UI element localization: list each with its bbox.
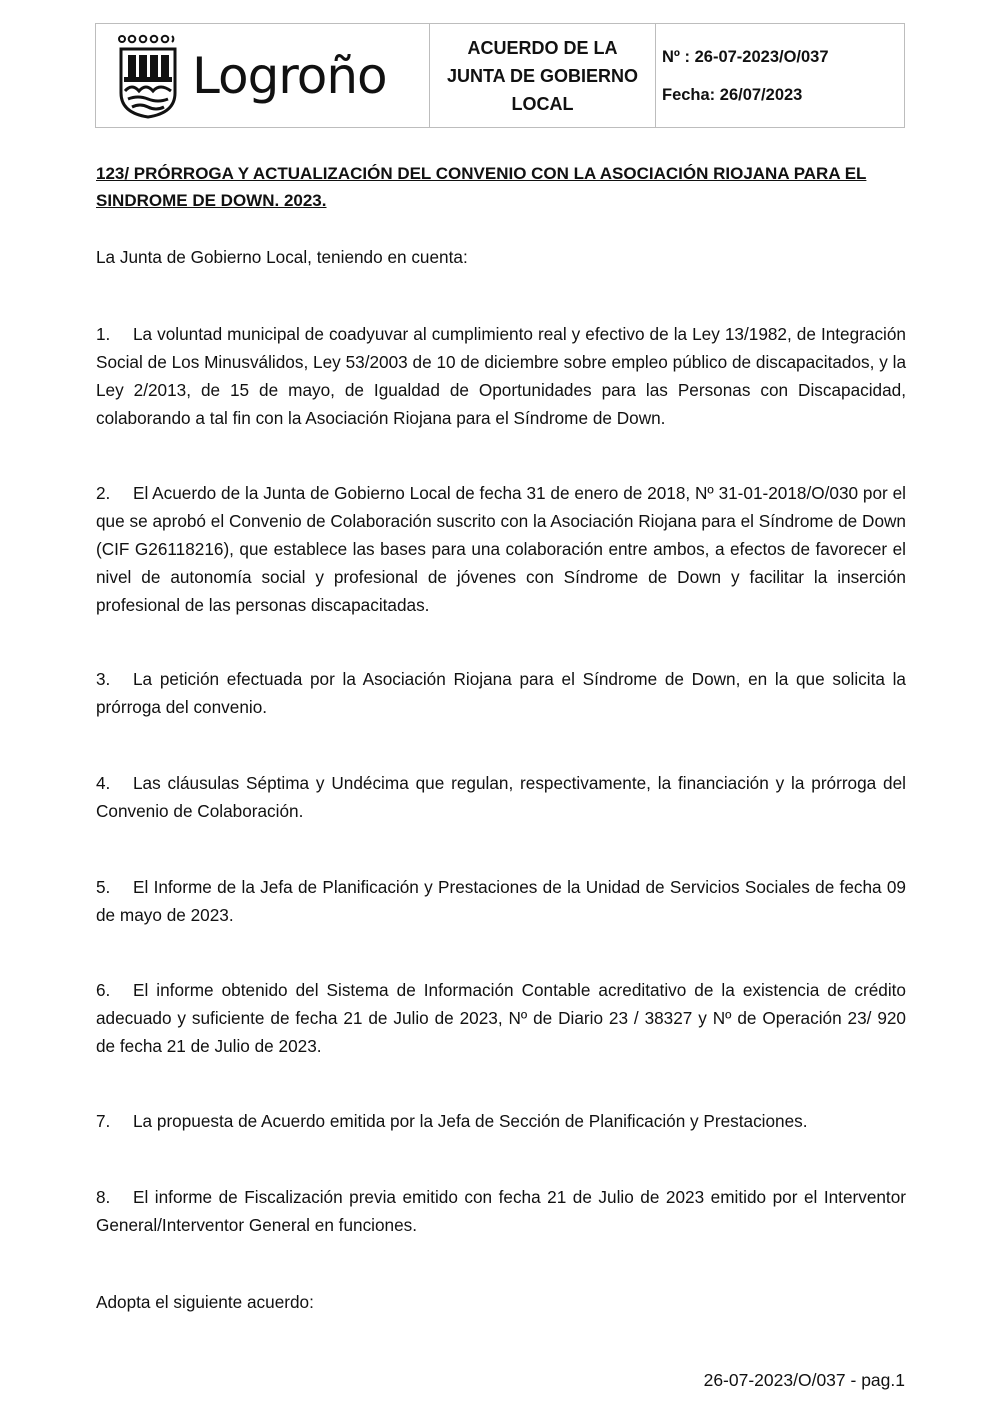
item-number: 4. — [96, 773, 111, 793]
item-number: 6. — [96, 980, 111, 1000]
item-text: La voluntad municipal de coadyuvar al cumplimiento real y efectivo de la Ley 13/1982, de Integración Social de Los Minusválidos, Ley 53/2003 de 10 de diciembre sobre empleo público de discapacitados, y la Ley 2/2013, de 15 de mayo, de Igualdad de Oportunidades para las Personas con Discapacidad, colaborando a tal fin con la Asociación Riojana para el Síndrome de Down. — [96, 324, 906, 428]
list-item — [96, 1183, 906, 1239]
page-footer: 26-07-2023/O/037 - pag.1 — [703, 1370, 905, 1390]
document-type: ACUERDO DE LA JUNTA DE GOBIERNO LOCAL — [430, 24, 656, 127]
item-number: 1. — [96, 324, 111, 344]
item-number: 3. — [96, 669, 111, 689]
logo — [96, 24, 430, 127]
item-text: Las cláusulas Séptima y Undécima que regulan, respectivamente, la financiación y la prórroga del Convenio de Colaboración. — [96, 773, 906, 821]
list-item — [96, 665, 906, 721]
document-date: Fecha: 26/07/2023 — [662, 86, 803, 104]
item-text: La propuesta de Acuerdo emitida por la Jefa de Sección de Planificación y Prestaciones. — [133, 1111, 808, 1131]
list-item — [96, 769, 906, 825]
item-text: El informe obtenido del Sistema de Información Contable acreditativo de la existencia de crédito adecuado y suficiente de fecha 21 de Julio de 2023, Nº de Diario 23 / 38327 y Nº de Operación 23/ 920 de fecha 21 de Julio de 2023. — [96, 980, 906, 1056]
document-header — [95, 23, 905, 128]
item-number: 8. — [96, 1187, 111, 1207]
list-item — [96, 873, 906, 929]
list-item — [96, 320, 906, 432]
item-number: 5. — [96, 877, 111, 897]
item-text: El informe de Fiscalización previa emitido con fecha 21 de Julio de 2023 emitido por el Interventor General/Interventor General en funciones. — [96, 1187, 906, 1235]
logo-text: Logroño — [192, 46, 387, 105]
item-number: 2. — [96, 483, 111, 503]
city-crest-icon — [118, 33, 178, 119]
agreement-title: 123/ PRÓRROGA Y ACTUALIZACIÓN DEL CONVENIO CON LA ASOCIACIÓN RIOJANA PARA EL SINDROME DE DOWN. 2023. — [96, 164, 867, 210]
closing-paragraph: Adopta el siguiente acuerdo: — [96, 1292, 314, 1312]
list-item — [96, 976, 906, 1060]
list-item — [96, 1107, 906, 1135]
item-text: El Acuerdo de la Junta de Gobierno Local de fecha 31 de enero de 2018, Nº 31-01-2018/O/030 por el que se aprobó el Convenio de Colaboración suscrito con la Asociación Riojana para el Síndrome de Down (CIF G26118216), que establece las bases para una colaboración entre ambos, a efectos de favorecer el nivel de autonomía social y profesional de jóvenes con Síndrome de Down y facilitar la inserción profesional de las personas discapacitadas. — [96, 483, 906, 615]
list-item — [96, 479, 906, 619]
item-text: La petición efectuada por la Asociación Riojana para el Síndrome de Down, en la que solicita la prórroga del convenio. — [96, 669, 906, 717]
document-meta — [656, 24, 904, 127]
document-number: Nº : 26-07-2023/O/037 — [662, 48, 829, 66]
item-number: 7. — [96, 1111, 111, 1131]
intro-paragraph: La Junta de Gobierno Local, teniendo en cuenta: — [96, 247, 468, 267]
item-text: El Informe de la Jefa de Planificación y Prestaciones de la Unidad de Servicios Sociales de fecha 09 de mayo de 2023. — [96, 877, 906, 925]
